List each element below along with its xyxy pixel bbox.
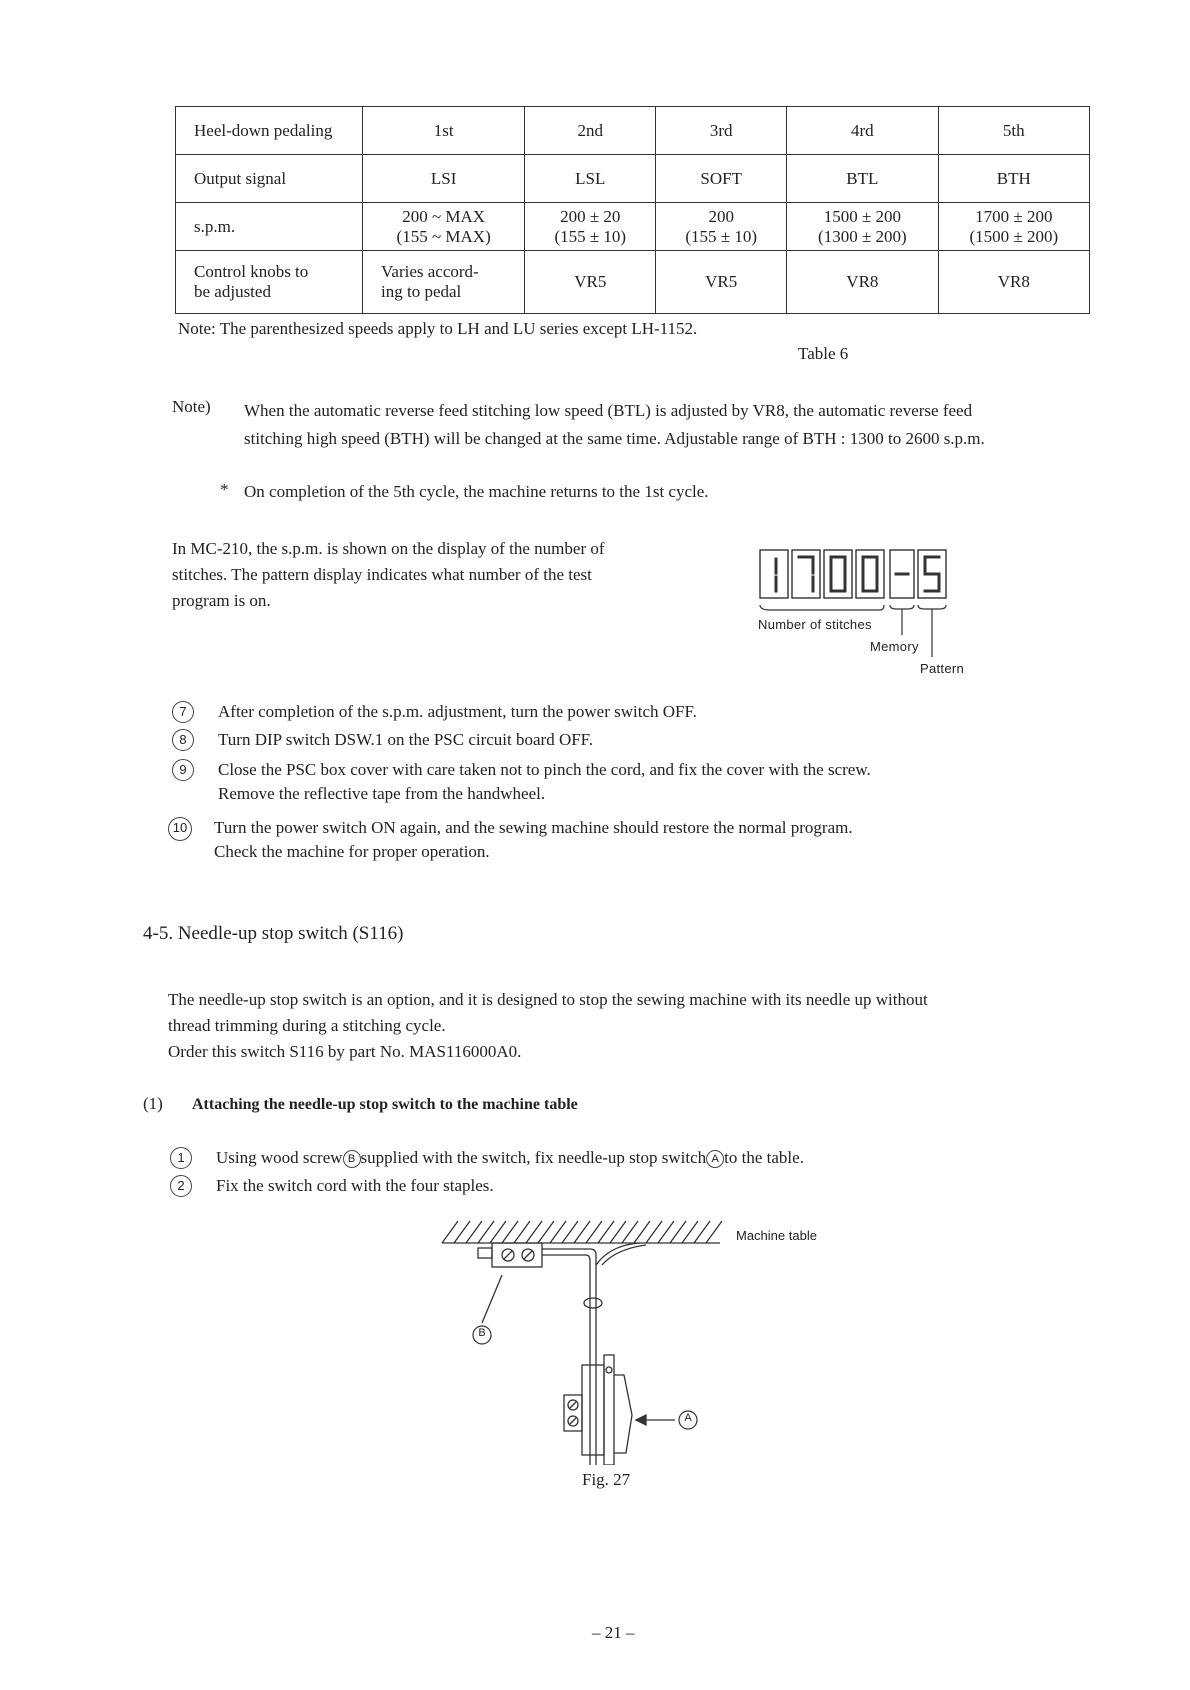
step-number: 10: [168, 817, 192, 841]
display-label-memory: Memory: [870, 639, 919, 654]
note-label: Note): [172, 397, 211, 416]
step-number: 7: [172, 701, 194, 723]
stitches-brace: [760, 605, 884, 610]
part-b-mark: B: [343, 1150, 361, 1168]
cord-stub: [478, 1248, 492, 1258]
section-paragraph: The needle-up stop switch is an option, and it is designed to stop the sewing machine with its needle up without: [168, 990, 928, 1009]
label-a: A: [684, 1412, 692, 1424]
pattern-brace: [918, 605, 946, 609]
table-row: [176, 251, 1090, 314]
asterisk-note: On completion of the 5th cycle, the machine returns to the 1st cycle.: [244, 482, 709, 501]
mc210-line: In MC-210, the s.p.m. is shown on the display of the number of: [172, 539, 605, 558]
table-cell: BTL: [787, 155, 938, 203]
cord-curve: [602, 1245, 646, 1265]
step-item: 9 Close the PSC box cover with care taken not to pinch the cord, and fix the cover with the screw. Remove the reflective tape from the handwheel.: [172, 758, 1092, 806]
arrow-a-head: [636, 1415, 646, 1425]
step-item: 2 Fix the switch cord with the four staples.: [170, 1174, 1070, 1198]
section-heading: 4-5. Needle-up stop switch (S116): [143, 923, 404, 944]
section-paragraph: Order this switch S116 by part No. MAS116000A0.: [168, 1042, 522, 1061]
fig27-diagram: [420, 1215, 780, 1465]
table-row: [176, 203, 1090, 251]
switch-bracket: [604, 1355, 614, 1465]
table-cell: VR8: [938, 251, 1089, 314]
cord-curve: [596, 1243, 640, 1265]
switch-body: [582, 1365, 604, 1455]
label-b: B: [478, 1327, 486, 1339]
step-number: 8: [172, 729, 194, 751]
seg-digit-0: [863, 557, 877, 591]
row-header: s.p.m.: [176, 203, 363, 251]
row-header: Output signal: [176, 155, 363, 203]
switch-cord: [542, 1249, 596, 1465]
table-cell: 200 (155 ± 10): [656, 203, 787, 251]
table-cell: Varies accord- ing to pedal: [363, 251, 525, 314]
figure-caption: Fig. 27: [582, 1470, 631, 1489]
subsection-heading: Attaching the needle-up stop switch to the machine table: [192, 1096, 578, 1113]
table-cell: 200 ~ MAX (155 ~ MAX): [363, 203, 525, 251]
switch-cord: [542, 1255, 590, 1465]
mc210-line: program is on.: [172, 591, 271, 610]
step-item: 1 Using wood screw B supplied with the switch, fix needle-up stop switch A to the table.: [170, 1146, 1070, 1170]
table-cell: 1700 ± 200 (1500 ± 200): [938, 203, 1089, 251]
seg-digit-7: [799, 557, 813, 591]
table-cell: 5th: [938, 107, 1089, 155]
row-header: Heel-down pedaling: [176, 107, 363, 155]
display-digit-box: [760, 550, 788, 598]
switch-lever: [614, 1375, 632, 1453]
section-paragraph: thread trimming during a stitching cycle.: [168, 1016, 446, 1035]
staple: [584, 1298, 602, 1308]
seg-digit-5: [925, 557, 939, 591]
table-row: [176, 155, 1090, 203]
step-item: 8 Turn DIP switch DSW.1 on the PSC circuit board OFF.: [172, 728, 1072, 752]
display-label-pattern: Pattern: [920, 661, 965, 676]
table-cell: BTH: [938, 155, 1089, 203]
subsection-number: (1): [143, 1094, 163, 1113]
page-number: – 21 –: [592, 1623, 635, 1642]
table-cell: VR5: [525, 251, 656, 314]
table-cell: LSI: [363, 155, 525, 203]
step-number: 9: [172, 759, 194, 781]
table-row: [176, 107, 1090, 155]
table-cell: SOFT: [656, 155, 787, 203]
table-cell: 3rd: [656, 107, 787, 155]
memory-brace: [890, 605, 914, 609]
seg-digit-0: [831, 557, 845, 591]
step-item: 10 Turn the power switch ON again, and the sewing machine should restore the normal program. Check the machine for proper operation.: [168, 816, 1088, 864]
table-hatching: [442, 1221, 722, 1243]
part-a-mark: A: [706, 1150, 724, 1168]
table-cell: 1500 ± 200 (1300 ± 200): [787, 203, 938, 251]
table-cell: VR5: [656, 251, 787, 314]
step-number: 1: [170, 1147, 192, 1169]
note-line: stitching high speed (BTH) will be changed at the same time. Adjustable range of BTH : 1300 to 2600 s.p.m.: [244, 429, 985, 448]
step-item: 7 After completion of the s.p.m. adjustment, turn the power switch OFF.: [172, 700, 1072, 724]
table-caption: Table 6: [798, 344, 849, 363]
display-label-stitches: Number of stitches: [758, 617, 872, 632]
table-cell: 1st: [363, 107, 525, 155]
table-cell: 4rd: [787, 107, 938, 155]
label-machine-table: Machine table: [736, 1228, 817, 1243]
mc210-line: stitches. The pattern display indicates what number of the test: [172, 565, 592, 584]
leader-b: [482, 1275, 502, 1323]
pivot: [606, 1367, 612, 1373]
step-number: 2: [170, 1175, 192, 1197]
table-6: [175, 106, 1090, 314]
table-cell: VR8: [787, 251, 938, 314]
asterisk-mark: *: [220, 480, 229, 499]
note-line: When the automatic reverse feed stitching low speed (BTL) is adjusted by VR8, the automatic reverse feed: [244, 401, 973, 420]
row-header: Control knobs to be adjusted: [176, 251, 363, 314]
table-cell: LSL: [525, 155, 656, 203]
table-note: Note: The parenthesized speeds apply to LH and LU series except LH-1152.: [178, 319, 698, 338]
table-cell: 200 ± 20 (155 ± 10): [525, 203, 656, 251]
table-cell: 2nd: [525, 107, 656, 155]
